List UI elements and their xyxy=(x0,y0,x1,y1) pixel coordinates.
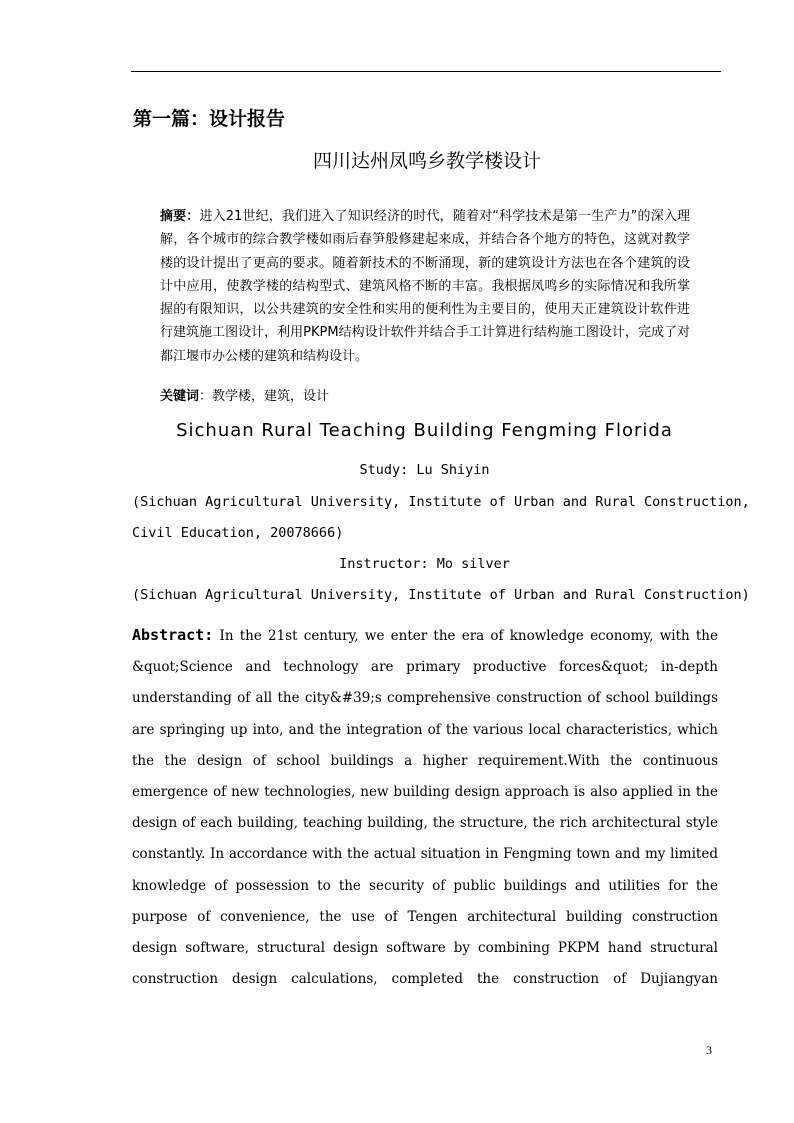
study-affiliation-line1: (Sichuan Agricultural University, Institute of Urban and Rural Construction, xyxy=(132,494,750,510)
english-abstract-text: In the 21st century, we enter the era of knowledge economy, with the &quot;Science and technology are primary productive forces&quot; in-depth understanding of all the city&#39;s comprehensive construction of school buildings are springing up into, and the integration of the various local characteristics, which the the design of school buildings a higher requirement.With the continuous emergence of new technologies, new building design approach is also applied in the design of each building, teaching building, the structure, the rich architectural style constantly. In accordance with the actual situation in Fengming town and my limited knowledge of possession to the security of public buildings and utilities for the purpose of convenience, the use of Tengen architectural building construction design software, structural design software by combining PKPM hand structural construction design calculations, completed the construction of Dujiangyan xyxy=(132,628,718,988)
page-number: 3 xyxy=(706,1043,712,1057)
chinese-title: 四川达州凤鸣乡教学楼设计 xyxy=(312,150,541,172)
english-abstract xyxy=(132,620,718,995)
study-affiliation-line2: Civil Education, 20078666) xyxy=(132,525,344,541)
chinese-abstract-text: 进入21世纪，我们进入了知识经济的时代，随着对“科学技术是第一生产力”的深入理解，各个城市的综合教学楼如雨后春笋般修建起来成，并结合各个地方的特色，这就对教学楼的设计提出了更高的要求。随着新技术的不断涌现，新的建筑设计方法也在各个建筑的设计中应用，使教学楼的结构型式、建筑风格不断的丰富。我根据凤鸣乡的实际情况和我所掌握的有限知识，以公共建筑的安全性和实用的便利性为主要目的，使用天正建筑设计软件进行建筑施工图设计，利用PKPM结构设计软件并结合手工计算进行结构施工图设计，完成了对都江堰市办公楼的建筑和结构设计。 xyxy=(160,209,690,364)
chinese-keywords-label: 关键词 xyxy=(160,389,200,404)
chinese-keywords-text: ：教学楼，建筑，设计 xyxy=(199,389,330,404)
chinese-keywords xyxy=(160,385,329,404)
study-author: Study: Lu Shiyin xyxy=(359,462,490,478)
chinese-abstract-label: 摘要： xyxy=(160,209,200,224)
header-rule xyxy=(131,71,721,72)
instructor-affiliation: (Sichuan Agricultural University, Institute of Urban and Rural Construction) xyxy=(132,587,750,603)
english-title: Sichuan Rural Teaching Building Fengming Florida xyxy=(176,420,673,441)
english-abstract-label: Abstract: xyxy=(132,626,214,644)
instructor: Instructor: Mo silver xyxy=(339,556,510,572)
part-title: 第一篇：设计报告 xyxy=(133,108,286,130)
chinese-abstract xyxy=(160,205,690,368)
